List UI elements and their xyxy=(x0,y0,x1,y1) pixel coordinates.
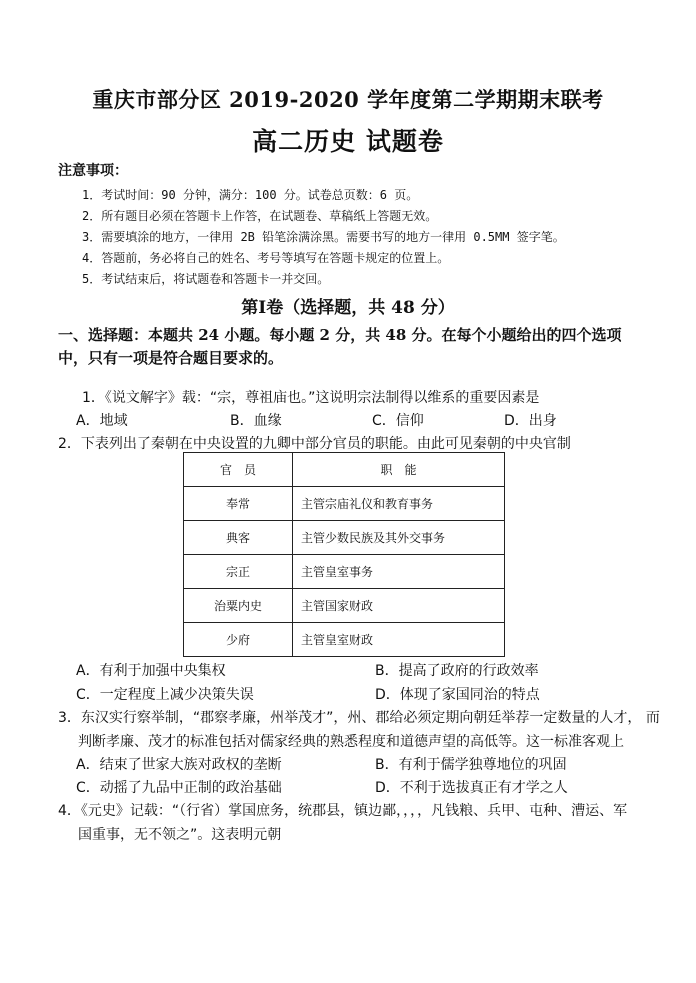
notice-item-3: 3．需要填涂的地方，一律用 2B 铅笔涂满涂黑。需要书写的地方一律用 0.5MM 签字笔。 xyxy=(82,230,565,244)
table-header-function: 职 能 xyxy=(293,453,505,487)
notice-item-2: 2．所有题目必须在答题卡上作答，在试题卷、草稿纸上答题无效。 xyxy=(82,209,438,223)
q3-option-a: A．结束了世家大族对政权的垄断 xyxy=(76,757,282,773)
q3-stem-line2: 判断孝廉、茂才的标准包括对儒家经典的熟悉程度和道德声望的高低等。这一标准客观上 xyxy=(78,734,624,750)
q1-option-b: B．血缘 xyxy=(230,413,282,429)
exam-subtitle: 高二历史 试题卷 xyxy=(252,127,444,156)
part-title: 第Ⅰ卷（选择题，共 48 分） xyxy=(241,298,455,318)
q1-option-d: D．出身 xyxy=(504,413,557,429)
table-header-row xyxy=(184,453,505,487)
q3-option-d: D．不利于选拔真正有才学之人 xyxy=(375,780,568,796)
q2-stem: 2．下表列出了秦朝在中央设置的九卿中部分官员的职能。由此可见秦朝的中央官制 xyxy=(58,436,571,452)
q3-option-c: C．动摇了九品中正制的政治基础 xyxy=(76,780,282,796)
q1-option-a: A．地域 xyxy=(76,413,128,429)
table-cell-function: 主管宗庙礼仪和教育事务 xyxy=(293,487,505,521)
q2-option-a: A．有利于加强中央集权 xyxy=(76,663,226,679)
q4-stem-line2: 国重事，无不领之”。这表明元朝 xyxy=(78,827,282,843)
q1-stem: 1．《说文解字》载：“宗，尊祖庙也。”这说明宗法制得以维系的重要因素是 xyxy=(82,390,540,406)
table-cell-official: 治粟内史 xyxy=(184,589,293,623)
table-cell-official: 宗正 xyxy=(184,555,293,589)
q3-option-b: B．有利于儒学独尊地位的巩固 xyxy=(375,757,567,773)
exam-title: 重庆市部分区 2019-2020 学年度第二学期期末联考 xyxy=(92,87,604,112)
table-row xyxy=(184,487,505,521)
table-cell-function: 主管皇室财政 xyxy=(293,623,505,657)
q1-option-c: C．信仰 xyxy=(372,413,424,429)
notice-item-5: 5．考试结束后，将试题卷和答题卡一并交回。 xyxy=(82,272,330,286)
table-cell-official: 奉常 xyxy=(184,487,293,521)
q4-stem-line1: 4．《元史》记载：“（行省）掌国庶务，统郡县，镇边鄙，，，，凡钱粮、兵甲、屯种、漕运、军 xyxy=(58,803,628,819)
notice-item-1: 1．考试时间：90 分钟，满分：100 分。试卷总页数：6 页。 xyxy=(82,188,419,202)
q2-option-d: D．体现了家国同治的特点 xyxy=(375,687,540,703)
officials-table xyxy=(183,452,505,657)
q3-stem-line1: 3．东汉实行察举制，“郡察孝廉，州举茂才”，州、郡给必须定期向朝廷举荐一定数量的人才， 而 xyxy=(58,710,660,726)
table-cell-function: 主管国家财政 xyxy=(293,589,505,623)
q2-option-c: C．一定程度上减少决策失误 xyxy=(76,687,254,703)
table-header-official: 官 员 xyxy=(184,453,293,487)
section-instructions-line2: 中，只有一项是符合题目要求的。 xyxy=(58,349,284,367)
section-instructions-line1: 一、选择题：本题共 24 小题。每小题 2 分，共 48 分。在每个小题给出的四个选项 xyxy=(58,326,622,344)
q2-option-b: B．提高了政府的行政效率 xyxy=(375,663,539,679)
notice-item-4: 4．答题前，务必将自己的姓名、考号等填写在答题卡规定的位置上。 xyxy=(82,251,450,265)
table-cell-official: 少府 xyxy=(184,623,293,657)
table-cell-function: 主管少数民族及其外交事务 xyxy=(293,521,505,555)
notice-heading: 注意事项： xyxy=(58,163,128,179)
table-row xyxy=(184,521,505,555)
table-row xyxy=(184,623,505,657)
table-row xyxy=(184,589,505,623)
table-cell-function: 主管皇室事务 xyxy=(293,555,505,589)
table-cell-official: 典客 xyxy=(184,521,293,555)
table-row xyxy=(184,555,505,589)
